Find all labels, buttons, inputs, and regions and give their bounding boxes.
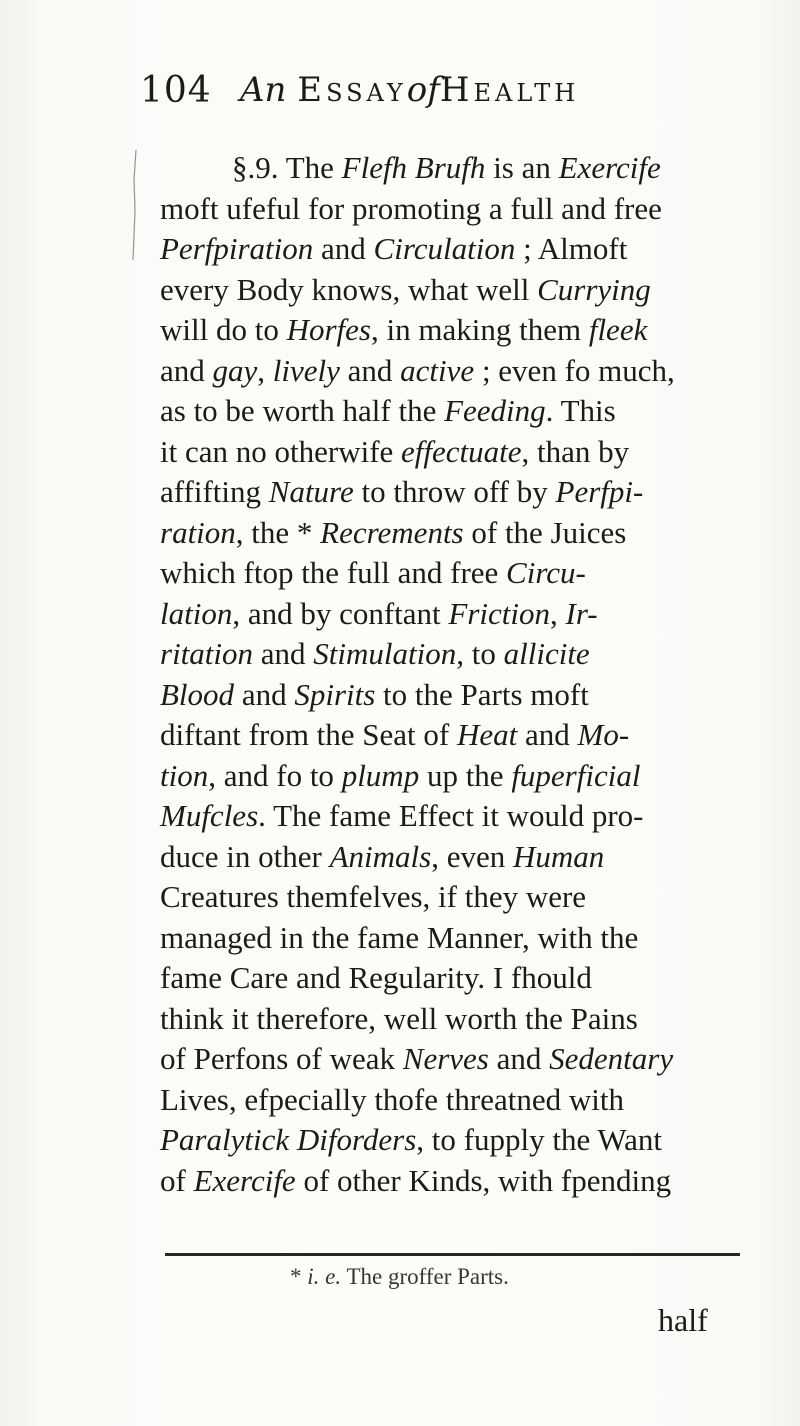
roman-text: is an [485, 150, 559, 185]
running-title [240, 70, 579, 110]
italic-text: Paralytick Diforders [160, 1122, 417, 1157]
italic-text: allicite [503, 636, 590, 671]
italic-text: Sedentary [549, 1041, 674, 1076]
roman-text: moft ufeful for promoting a full and free [160, 190, 662, 226]
text-line [160, 391, 740, 432]
italic-text: lation [160, 595, 233, 631]
italic-text: fleek [588, 312, 648, 347]
italic-text: Feeding [444, 393, 546, 428]
text-line [160, 999, 740, 1040]
italic-text: Human [512, 838, 605, 874]
running-header [140, 70, 740, 120]
footnote [290, 1264, 509, 1290]
roman-text: fame Care and Regularity. I fhould [160, 960, 592, 995]
text-line [160, 432, 740, 473]
text-line [160, 351, 740, 392]
roman-text: ; Almoft [515, 231, 628, 266]
text-line [160, 472, 740, 513]
roman-text: of [160, 1162, 194, 1198]
italic-text: Currying [537, 271, 651, 307]
italic-text: Circu- [506, 555, 586, 590]
italic-text: Blood [160, 676, 235, 712]
text-line [160, 189, 740, 230]
roman-text: duce in other [160, 838, 330, 874]
roman-text: affifting [160, 474, 269, 509]
text-line [160, 229, 740, 270]
italic-text: Circulation [373, 231, 516, 266]
roman-text: as to be worth half the [160, 393, 445, 428]
text-line [160, 553, 740, 594]
text-line [160, 1080, 740, 1121]
roman-text: ; even fo much, [474, 352, 675, 388]
roman-text: and [253, 636, 314, 671]
italic-text: ritation [160, 636, 254, 671]
italic-text: Perfpiration [160, 231, 314, 266]
roman-text: will do to [160, 312, 287, 347]
italic-text: Exercife [558, 150, 661, 185]
roman-text: , and fo to [208, 757, 342, 793]
roman-text: , the * [235, 514, 321, 550]
italic-text: Ir- [565, 595, 598, 631]
italic-text: Horfes [286, 312, 371, 347]
roman-text: . This [545, 393, 616, 428]
roman-text: to the Parts moft [375, 676, 589, 712]
roman-text: , to fupply the Want [416, 1122, 663, 1157]
italic-text: Mufcles [160, 798, 259, 833]
roman-text: it can no otherwife [160, 433, 402, 469]
italic-text: Perfpi- [555, 474, 644, 509]
roman-text: , [257, 352, 273, 388]
roman-text: Lives, efpecially thofe threatned with [160, 1081, 624, 1117]
title-word-health: Health [439, 70, 580, 110]
italic-text: Heat [457, 717, 518, 752]
roman-text: and [160, 352, 213, 388]
text-line [160, 877, 740, 918]
text-line [160, 918, 740, 959]
body-text [160, 148, 740, 1201]
roman-text: and [488, 1041, 550, 1076]
text-line [160, 310, 740, 351]
italic-text: Flefh Brufh [341, 150, 486, 185]
italic-text: Nerves [402, 1041, 489, 1076]
roman-text: of other Kinds, with fpending [295, 1162, 672, 1198]
italic-text: gay [212, 352, 258, 388]
text-line [160, 148, 740, 189]
margin-mark [132, 150, 138, 260]
text-line [160, 270, 740, 311]
footnote-marker: * [290, 1264, 308, 1289]
roman-text: , than by [521, 433, 630, 469]
roman-text: , and by conftant [232, 595, 449, 631]
roman-text: , [550, 595, 566, 631]
italic-text: Animals [329, 838, 432, 874]
italic-text: fuperficial [511, 757, 641, 793]
roman-text: diftant from the Seat of [160, 717, 457, 752]
roman-text: up the [419, 757, 512, 793]
text-line [160, 513, 740, 554]
title-word-an: An [240, 70, 287, 110]
italic-text: Mo- [577, 717, 630, 752]
text-line [160, 958, 740, 999]
text-line [160, 634, 740, 675]
italic-text: Friction [448, 595, 551, 631]
footnote-abbrev: i. e. [307, 1264, 342, 1289]
roman-text: and [517, 717, 578, 752]
text-line [160, 715, 740, 756]
roman-text: and [234, 676, 295, 712]
roman-text: §.9. The [232, 150, 342, 185]
italic-text: lively [272, 352, 340, 388]
italic-text: Stimulation [313, 636, 457, 671]
catchword: half [658, 1302, 708, 1338]
roman-text: to throw off by [353, 474, 556, 509]
roman-text: . The fame Effect it would pro- [258, 798, 644, 833]
text-line [160, 1120, 740, 1161]
roman-text: , even [431, 838, 513, 874]
italic-text: Spirits [294, 676, 376, 712]
italic-text: Exercife [193, 1162, 296, 1198]
roman-text: , to [456, 636, 504, 671]
footnote-text: The groffer Parts. [341, 1264, 509, 1289]
page-number: 104 [140, 70, 212, 111]
text-line [160, 796, 740, 837]
italic-text: active [400, 352, 475, 388]
text-line [160, 756, 740, 797]
text-line [160, 594, 740, 635]
text-line [160, 675, 740, 716]
text-line [160, 837, 740, 878]
roman-text: managed in the fame Manner, with the [160, 919, 639, 955]
roman-text: every Body knows, what well [160, 271, 538, 307]
title-word-essay: Essay [297, 70, 407, 110]
italic-text: plump [341, 757, 420, 793]
title-word-of: of [406, 70, 440, 110]
italic-text: effectuate [401, 433, 522, 469]
text-line [160, 1039, 740, 1080]
italic-text: Nature [268, 474, 354, 509]
italic-text: ration [160, 514, 236, 550]
text-line [160, 1161, 740, 1202]
roman-text: and [339, 352, 401, 388]
roman-text: of Perfons of weak [160, 1041, 403, 1076]
italic-text: tion [160, 757, 209, 793]
roman-text: of the Juices [463, 514, 627, 550]
roman-text: , in making them [370, 312, 589, 347]
roman-text: which ftop the full and free [160, 555, 507, 590]
footnote-rule [165, 1253, 740, 1256]
roman-text: and [313, 231, 374, 266]
roman-text: think it therefore, well worth the Pains [160, 1000, 638, 1036]
roman-text: Creatures themfelves, if they were [160, 879, 587, 914]
italic-text: Recrements [320, 514, 464, 550]
